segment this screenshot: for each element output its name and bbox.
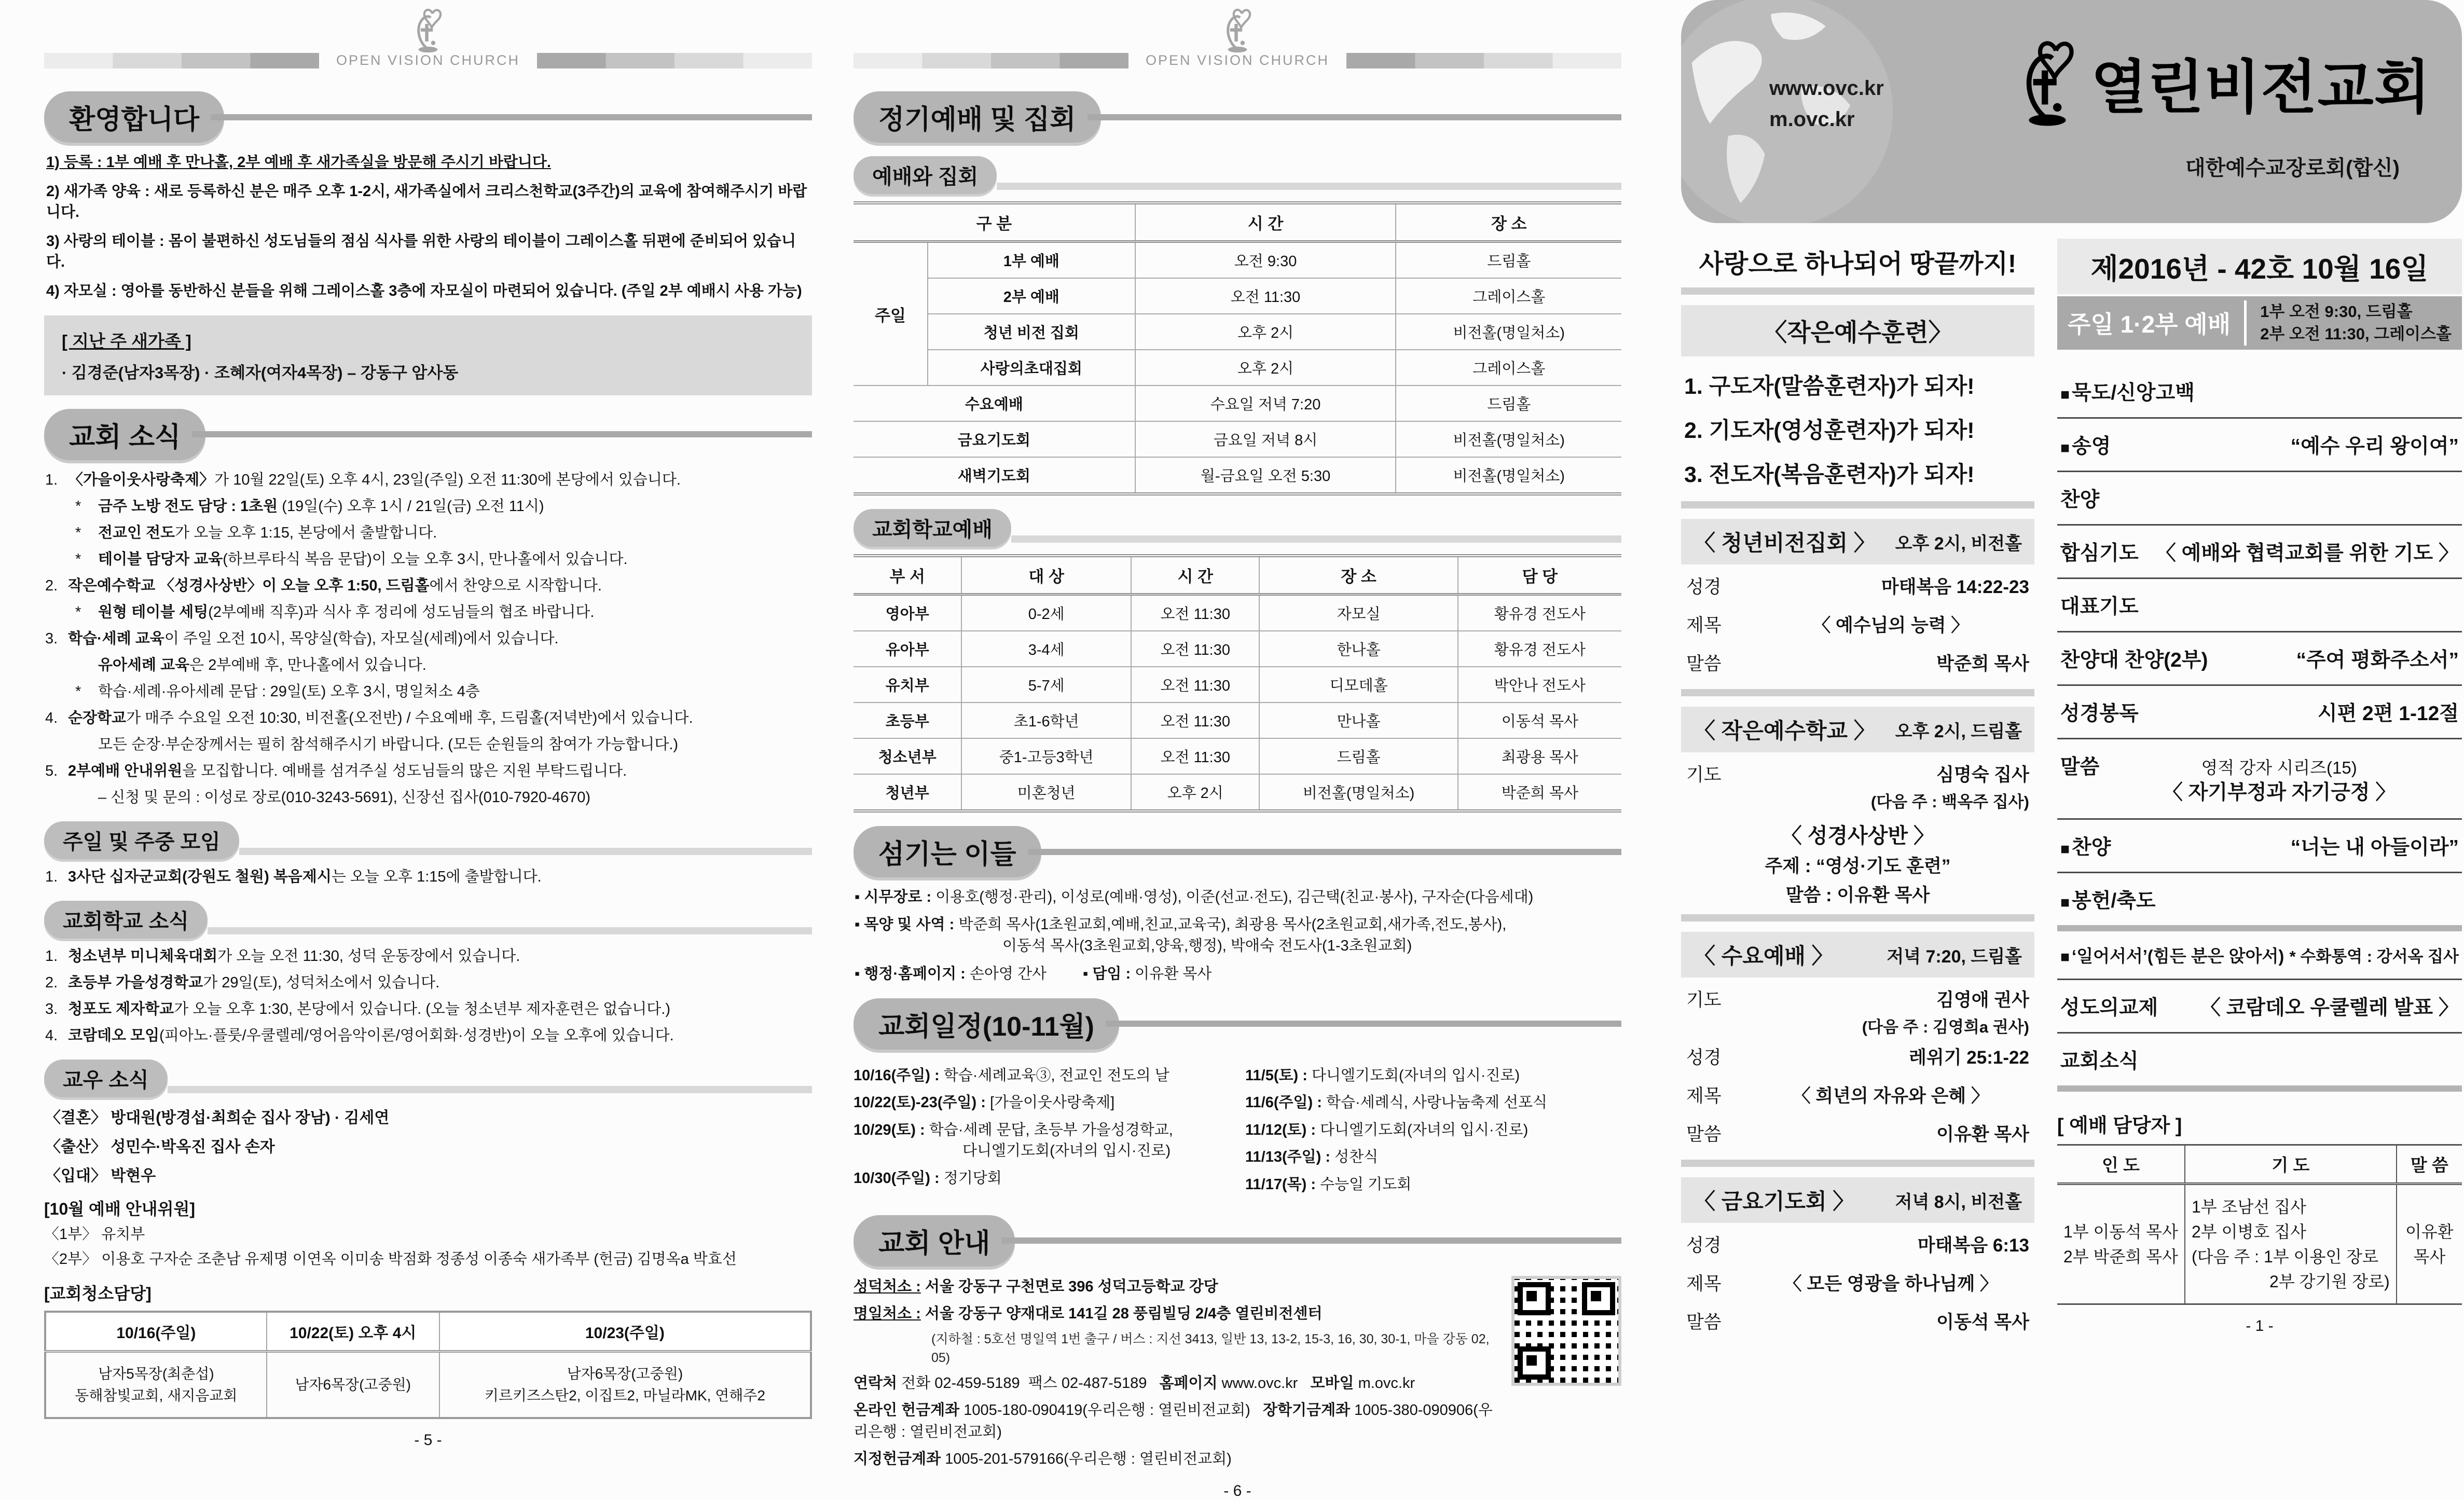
slogan: 사랑으로 하나되어 땅끝까지!	[1699, 250, 2017, 278]
news-line: 3. 학습·세례 교육이 주일 오전 10시, 목양실(학습), 자모실(세례)에서 있습니다.	[45, 630, 559, 647]
servant-line: ▪ 행정·홈페이지 : 손아영 간사 ▪ 담임 : 이유환 목사	[855, 965, 1212, 982]
cell: 비전홀(명일처소)	[1396, 457, 1621, 494]
bible-class-speaker: 말씀 : 이유환 목사	[1785, 885, 1930, 905]
square-bullet-icon: ▪	[1083, 965, 1089, 982]
square-bullet-icon: ▪	[855, 965, 860, 982]
cell: 남자5목장(최춘섭) 동해참빛교회, 새지음교회	[45, 1352, 267, 1419]
news-line: 4. 코람데오 모임(피아노·플룻/우쿨렐레/영어음악이론/영어회화·성경반)이 오늘 오후에 있습니다.	[45, 1027, 674, 1044]
order-row: ■ 송영 “예수 우리 왕이여”	[2057, 419, 2462, 472]
ushers-title: [10월 예배 안내위원]	[44, 1199, 196, 1218]
column-header: 부 서	[854, 556, 961, 595]
column-header: 기 도	[2185, 1145, 2397, 1184]
news-line: 2. 작은예수학교 〈성경사상반〉이 오늘 오후 1:50, 드림홀에서 찬양으로 시작합니다.	[45, 577, 602, 594]
cell: 오전 11:30	[1131, 667, 1259, 703]
cell: 오전 11:30	[1131, 631, 1259, 667]
order-row: 대표기도	[2057, 579, 2462, 632]
cell: 오전 11:30	[1135, 278, 1396, 314]
table-row	[854, 421, 1621, 457]
column-header: 10/16(주일)	[45, 1312, 267, 1352]
leaders-table	[2057, 1144, 2462, 1305]
masthead-bar-left	[44, 53, 319, 68]
table-row	[854, 242, 1621, 279]
page-1	[1681, 0, 2462, 1340]
school-prayer-next: (다음 주 : 백옥주 집사)	[1870, 793, 2029, 811]
info-accounts: 온라인 헌금계좌 1005-180-090419(우리은행 : 열린비전교회) 장학기금계좌 1005-380-090906(우리은행 : 열린비전교회)	[854, 1402, 1493, 1441]
masthead-bar-right	[1346, 53, 1621, 68]
info-contact: 연락처 전화 02-459-5189 팩스 02-487-5189 홈페이지 www.ovc.kr 모바일 m.ovc.kr	[854, 1375, 1415, 1392]
section-rule	[1011, 535, 1621, 543]
wednesday-prayer-next: (다음 주 : 김영희a 권사)	[1862, 1018, 2029, 1036]
section-weekday-header	[44, 821, 812, 859]
cell: 오후 2시	[1135, 350, 1396, 386]
school-worship-table	[854, 554, 1621, 813]
cell: 5-7세	[961, 667, 1131, 703]
cell: 이동석 목사	[1458, 703, 1621, 738]
section-title: 교회 안내	[854, 1215, 1015, 1267]
cell: 사랑의초대집회	[928, 350, 1135, 386]
column-header: 담 당	[1458, 556, 1621, 595]
youth-speaker: 말씀 박준희 목사	[1686, 654, 2029, 674]
front-masthead	[1681, 0, 2462, 223]
wednesday-prayer: 기도 김영애 권사	[1686, 990, 2029, 1010]
cell: 중1-고등3학년	[961, 738, 1131, 774]
news-line: 1. 청소년부 미니체육대회가 오늘 오전 11:30, 성덕 운동장에서 있습니다.	[45, 947, 520, 965]
section-member-news-header	[44, 1059, 812, 1097]
page-6	[854, 0, 1621, 1500]
worship-table	[854, 201, 1621, 496]
schedule-left	[854, 1059, 1230, 1202]
cell: 월-금요일 오전 5:30	[1135, 457, 1396, 494]
subsection-title: 예배와 집회	[854, 156, 997, 194]
welcome-item: 4) 자모실 : 영아를 동반하신 분들을 위해 그레이스홀 3층에 자모실이 마련되어 있습니다. (주일 2부 예배시 사용 가능)	[46, 282, 802, 299]
cell: 그레이스홀	[1396, 350, 1621, 386]
section-rule	[192, 431, 812, 437]
service-banner: 주일 1·2부 예배 1부 오전 9:30, 드림홀 2부 오전 11:30, 그레이스홀	[2057, 296, 2462, 350]
subsection-title: 교회학교예배	[854, 509, 1011, 547]
front-left-column	[1681, 239, 2034, 1340]
youth-topic: 제목 〈 예수님의 능력 〉	[1686, 615, 1970, 636]
section-title: 교회학교 소식	[44, 901, 208, 939]
cell: 3-4세	[961, 631, 1131, 667]
section-services-header	[854, 91, 1621, 143]
cell: 0-2세	[961, 595, 1131, 631]
leaders-title: [ 예배 담당자 ]	[2057, 1114, 2182, 1137]
section-title: 환영합니다	[44, 91, 224, 143]
column-header: 인 도	[2057, 1145, 2185, 1184]
qr-code	[1511, 1276, 1621, 1386]
cell: 오전 11:30	[1131, 738, 1259, 774]
table-row	[854, 631, 1621, 667]
friday-bible: 성경 마태복음 6:13	[1686, 1235, 2029, 1256]
section-rule	[208, 927, 812, 934]
friday-prayer-header: 〈 금요기도회 〉 저녁 8시, 비전홀	[1681, 1177, 2034, 1223]
cell: 드림홀	[1396, 242, 1621, 279]
column-header: 구 분	[854, 203, 1135, 242]
worship-order-list	[2057, 365, 2462, 1092]
order-row: 합심기도 〈 예배와 협력교회를 위한 기도 〉	[2057, 526, 2462, 579]
friday-speaker: 말씀 이동석 목사	[1686, 1312, 2029, 1332]
order-row: 성경봉독 시편 2편 1-12절	[2057, 686, 2462, 739]
cell: 유아부	[854, 631, 961, 667]
section-servants-header	[854, 826, 1621, 877]
cell: 초등부	[854, 703, 961, 738]
training-item: 2. 기도자(영성훈련자)가 되자!	[1684, 418, 1975, 443]
cleaning-title: [교회청소담당]	[44, 1284, 152, 1303]
news-line: – 신청 및 문의 : 이성로 장로(010-3243-5691), 신장선 집사(010-7920-4670)	[98, 789, 590, 806]
order-row: ■ 찬양 “너는 내 아들이라”	[2057, 820, 2462, 873]
cell: 오전 9:30	[1135, 242, 1396, 279]
welcome-item: 2) 새가족 양육 : 새로 등록하신 분은 매주 오후 1-2시, 새가족실에서 크리스천학교(3주간)의 교육에 참여해주시기 바랍니다.	[46, 183, 807, 221]
cell: 박안나 전도사	[1458, 667, 1621, 703]
table-row	[854, 595, 1621, 631]
cell: 금요일 저녁 8시	[1135, 421, 1396, 457]
divider	[1681, 1160, 2034, 1167]
wednesday-speaker: 말씀 이유환 목사	[1686, 1124, 2029, 1145]
church-name-en: OPEN VISION CHURCH	[1145, 52, 1330, 68]
order-row-sermon: 말씀 영적 강자 시리즈(15) 〈 자기부정과 자기긍정 〉	[2057, 739, 2462, 820]
table-header-row	[2057, 1145, 2462, 1184]
newcomers-title: [ 지난 주 새가족 ]	[62, 331, 191, 351]
cell: 오후 2시	[1131, 774, 1259, 811]
table-row	[854, 774, 1621, 811]
school-prayer: 기도 심명숙 집사	[1686, 765, 2029, 785]
masthead	[44, 0, 812, 78]
page-number: - 6 -	[1223, 1482, 1251, 1500]
divider	[1681, 501, 2034, 508]
square-bullet-icon: ■	[2060, 439, 2070, 457]
section-rule	[1028, 849, 1621, 855]
section-title: 정기예배 및 집회	[854, 91, 1101, 143]
training-item: 3. 전도자(복음훈련자)가 되자!	[1684, 462, 1975, 487]
section-news-header	[44, 409, 812, 460]
church-name: 열린비전교회	[2090, 54, 2431, 120]
column-header: 장 소	[1396, 203, 1621, 242]
square-bullet-icon: ▪	[855, 916, 860, 933]
news-line: * 학습·세례·유아세례 문답 : 29일(토) 오후 3시, 명일처소 4층	[75, 683, 480, 700]
servant-line: ▪ 시무장로 : 이용호(행정·관리), 이성로(예배·영성), 이준(선교·전도), 김근택(친교·봉사), 구자순(다음세대)	[855, 889, 1534, 905]
training-title: 〈작은예수훈련〉	[1681, 305, 2034, 356]
divider	[1681, 914, 2034, 921]
column-header: 시 간	[1135, 203, 1396, 242]
info-line: 성덕처소 : 서울 강동구 구천면로 396 성덕고등학교 강당	[854, 1278, 1218, 1295]
table-row	[854, 457, 1621, 494]
section-rule	[168, 1086, 812, 1093]
member-news-line: 〈출산〉 성민수·박옥진 집사 손자	[45, 1138, 275, 1155]
section-rule	[211, 114, 812, 120]
news-line: 5. 2부예배 안내위원을 모집합니다. 예배를 섬겨주실 성도님들의 많은 지원 부탁드립니다.	[45, 762, 627, 779]
page-number: - 1 -	[2246, 1317, 2274, 1334]
cell: 디모데홀	[1259, 667, 1457, 703]
table-row	[854, 667, 1621, 703]
masthead	[854, 0, 1621, 78]
church-logo-icon	[1218, 6, 1257, 54]
table-row	[45, 1352, 811, 1419]
welcome-item: 1) 등록 : 1부 예배 후 만나홀, 2부 예배 후 새가족실을 방문해 주시기 바랍니다.	[46, 154, 551, 171]
info-transit: (지하철 : 5호선 명일역 1번 출구 / 버스 : 지선 3413, 일반 13, 13-2, 15-3, 16, 30, 30-1, 마을 강동 02, 05)	[931, 1331, 1490, 1365]
cell: 황유경 전도사	[1458, 631, 1621, 667]
section-info-header	[854, 1215, 1621, 1267]
cell: 수요일 저녁 7:20	[1135, 386, 1396, 421]
order-row: ■ 봉헌/축도	[2060, 889, 2156, 912]
cell: 비전홀(명일처소)	[1396, 314, 1621, 350]
order-row: 성도의교제 〈 코람데오 우쿨렐레 발표 〉	[2057, 980, 2462, 1034]
schedule-item: 10/30(주일) : 정기당회	[854, 1170, 1002, 1187]
schedule-columns	[854, 1059, 1621, 1202]
masthead-bar-left	[854, 53, 1128, 68]
cell: 오후 2시	[1135, 314, 1396, 350]
schedule-item: 11/6(주일) : 학습·세례식, 사랑나눔축제 선포식	[1245, 1094, 1547, 1111]
cell: 자모실	[1259, 595, 1457, 631]
issue-banner: 제2016년 - 42호 10월 16일	[2057, 239, 2462, 294]
section-schedule-header	[854, 998, 1621, 1050]
newcomers-line: · 김경준(남자3목장) · 조혜자(여자4목장) – 강동구 암사동	[62, 363, 459, 382]
page-5	[44, 0, 812, 1449]
news-line: 1. 〈가을이웃사랑축제〉가 10월 22일(토) 오후 4시, 23일(주일) 오전 11:30에 본당에서 있습니다.	[45, 471, 681, 488]
schedule-right	[1245, 1059, 1621, 1202]
schedule-item: 11/13(주일) : 성찬식	[1245, 1149, 1379, 1166]
cell: 드림홀	[1259, 738, 1457, 774]
cell: 오전 11:30	[1131, 595, 1259, 631]
church-urls: www.ovc.kr m.ovc.kr	[1769, 77, 1884, 131]
news-line: 유아세례 교육은 2부예배 후, 만나홀에서 있습니다.	[98, 656, 426, 673]
church-name-en: OPEN VISION CHURCH	[336, 52, 520, 68]
section-school-news-header	[44, 901, 812, 939]
schedule-item: 11/5(토) : 다니엘기도회(자녀의 입시·진로)	[1245, 1067, 1520, 1084]
member-news-line: 〈입대〉 박현우	[45, 1167, 156, 1185]
section-rule	[997, 183, 1621, 190]
section-title: 주일 및 주중 모임	[44, 821, 239, 859]
cell: 금요기도회	[854, 421, 1135, 457]
cell: 비전홀(명일처소)	[1396, 421, 1621, 457]
cell: 한나홀	[1259, 631, 1457, 667]
section-rule	[1001, 1237, 1621, 1244]
youth-meeting-header: 〈 청년비전집회 〉 오후 2시, 비전홀	[1681, 519, 2034, 565]
square-bullet-icon: ■	[2060, 840, 2070, 858]
cell: 남자6목장(고중원) 키르키즈스탄2, 이집트2, 마닐라MK, 연해주2	[439, 1352, 811, 1419]
table-row	[854, 314, 1621, 350]
table-row	[854, 386, 1621, 421]
cleaning-table	[44, 1311, 812, 1419]
section-title: 교회 소식	[44, 409, 205, 460]
group-label: 주일	[854, 242, 928, 386]
column-header: 말 씀	[2397, 1145, 2462, 1184]
section-title: 교회일정(10-11월)	[854, 998, 1119, 1050]
square-bullet-icon: ▪	[855, 889, 860, 905]
cell: 영아부	[854, 595, 961, 631]
divider	[2057, 925, 2462, 931]
news-line: 모든 순장·부순장께서는 필히 참석해주시기 바랍니다. (모든 순원들의 참여가 가능합니다.)	[98, 736, 679, 753]
cell: 오전 11:30	[1131, 703, 1259, 738]
schedule-item: 10/29(토) : 학습·세례 문답, 초등부 가을성경학교, 다니엘기도회(자녀의 입시·진로)	[854, 1121, 1173, 1160]
column-header: 장 소	[1259, 556, 1457, 595]
table-header-row	[854, 556, 1621, 595]
divider	[1681, 287, 2034, 295]
order-row: 찬양	[2057, 472, 2462, 526]
cell: 수요예배	[854, 386, 1135, 421]
news-line: * 원형 테이블 세팅(2부예배 직후)과 식사 후 정리에 성도님들의 협조 바랍니다.	[75, 603, 595, 621]
masthead-bar-right	[537, 53, 812, 68]
table-header-row	[45, 1312, 811, 1352]
order-row: ■ ‘일어서서’(힘든 분은 앉아서) * 수화통역 : 강서옥 집사	[2057, 931, 2462, 980]
section-rule	[1106, 1021, 1621, 1027]
cell: 드림홀	[1396, 386, 1621, 421]
schedule-item: 10/16(주일) : 학습·세례교육③, 전교인 전도의 날	[854, 1067, 1169, 1084]
cell: 1부 이동석 목사 2부 박준희 목사	[2063, 1222, 2178, 1266]
cell: 만나홀	[1259, 703, 1457, 738]
cell: 1부 예배	[928, 242, 1135, 279]
cell: 미혼청년	[961, 774, 1131, 811]
news-line: 3. 청포도 제자학교가 오늘 오후 1:30, 본당에서 있습니다. (오늘 청소년부 제자훈련은 없습니다.)	[45, 1000, 670, 1017]
cell: 이유환 목사	[2397, 1184, 2462, 1304]
cell: 유치부	[854, 667, 961, 703]
table-row	[854, 278, 1621, 314]
cell: 청년부	[854, 774, 961, 811]
section-title: 섬기는 이들	[854, 826, 1041, 877]
wednesday-bible: 성경 레위기 25:1-22	[1686, 1048, 2029, 1068]
church-brand	[2011, 36, 2431, 129]
cell: 황유경 전도사	[1458, 595, 1621, 631]
cell: 남자6목장(고중원)	[267, 1352, 439, 1419]
news-line: 2. 초등부 가을성경학교가 29일(토), 성덕처소에서 있습니다.	[45, 974, 440, 991]
subsection-school-worship-header	[854, 509, 1621, 547]
section-title: 교우 소식	[44, 1059, 168, 1097]
cell: 초1-6학년	[961, 703, 1131, 738]
news-line: * 금주 노방 전도 담당 : 1초원 (19일(수) 오후 1시 / 21일(금) 오전 11시)	[75, 498, 544, 515]
table-row	[2057, 1184, 2462, 1304]
square-bullet-icon: ■	[2060, 386, 2070, 403]
news-line: * 전교인 전도가 오늘 오후 1:15, 본당에서 출발합니다.	[75, 524, 437, 541]
schedule-item: 11/17(목) : 수능일 기도회	[1245, 1176, 1412, 1193]
bible-class-theme: 주제 : “영성·기도 훈련”	[1765, 856, 1951, 876]
member-news-line: 〈결혼〉 방대원(방경섭·최희순 집사 장남) · 김세연	[45, 1109, 390, 1126]
section-welcome-header	[44, 91, 812, 143]
divider	[1681, 689, 2034, 696]
column-header: 10/23(주일)	[439, 1312, 811, 1352]
page-number: - 5 -	[414, 1432, 442, 1449]
cell: 비전홀(명일처소)	[1259, 774, 1457, 811]
column-header: 대 상	[961, 556, 1131, 595]
cell: 1부 조남선 집사 2부 이병호 집사 (다음 주 : 1부 이용인 장로 2부 강기원 장로)	[2185, 1184, 2397, 1304]
news-line: * 테이블 담당자 교육(하브루타식 복음 문답)이 오늘 오후 3시, 만나홀에서 있습니다.	[75, 551, 628, 568]
cell: 그레이스홀	[1396, 278, 1621, 314]
ushers-line: 〈1부〉 유치부	[44, 1226, 145, 1243]
square-bullet-icon: ■	[2060, 948, 2070, 966]
friday-topic: 제목 〈 모든 영광을 하나님께 〉	[1686, 1274, 1998, 1294]
info-account-designated: 지정헌금계좌 1005-201-579166(우리은행 : 열린비전교회)	[854, 1451, 1232, 1468]
servant-line: ▪ 목양 및 사역 : 박준희 목사(1초원교회,예배,친교,교육국), 최광용 목사(2초원교회,새가족,전도,봉사), 이동석 목사(3초원교회,양육,행정), 박애숙 전도사(1-3초원교회)	[855, 916, 1507, 955]
church-logo-icon	[2011, 36, 2084, 129]
subsection-worship-header	[854, 156, 1621, 194]
order-row: 교회소식	[2060, 1050, 2139, 1072]
bible-class-title: 〈 성경사상반 〉	[1781, 824, 1935, 847]
column-header: 시 간	[1131, 556, 1259, 595]
cell: 청소년부	[854, 738, 961, 774]
info-line: 명일처소 : 서울 강동구 양재대로 141길 28 풍림빌딩 2/4층 열린비전센터	[854, 1305, 1323, 1322]
table-row	[854, 350, 1621, 386]
cell: 2부 예배	[928, 278, 1135, 314]
table-header-row	[854, 203, 1621, 242]
wednesday-worship-header: 〈 수요예배 〉 저녁 7:20, 드림홀	[1681, 932, 2034, 978]
news-line: 4. 순장학교가 매주 수요일 오전 10:30, 비전홀(오전반) / 수요예배 후, 드림홀(저녁반)에서 있습니다.	[45, 709, 693, 726]
divider	[2057, 1085, 2462, 1092]
ushers-line: 〈2부〉 이용호 구자순 조춘남 유제명 이연옥 이미송 박점화 정종성 이종숙 새가족부 (헌금) 김명옥a 박효선	[44, 1251, 737, 1268]
section-rule	[1088, 114, 1621, 120]
news-line: 1. 3사단 십자군교회(강원도 철원) 복음제시는 오늘 오후 1:15에 출발합니다.	[45, 868, 542, 885]
schedule-item: 10/22(토)-23(주일) : [가을이웃사랑축제]	[854, 1094, 1115, 1111]
worship-order-column	[2057, 239, 2462, 1340]
column-header: 10/22(토) 오후 4시	[267, 1312, 439, 1352]
order-row: 찬양대 찬양(2부) “주여 평화주소서”	[2057, 632, 2462, 686]
cell: 박준희 목사	[1458, 774, 1621, 811]
church-info	[854, 1276, 1621, 1470]
wednesday-topic: 제목 〈 희년의 자유와 은혜 〉	[1686, 1086, 1989, 1106]
church-logo-icon	[409, 6, 447, 54]
training-item: 1. 구도자(말씀훈련자)가 되자!	[1684, 374, 1975, 399]
cell: 청년 비전 집회	[928, 314, 1135, 350]
schedule-item: 11/12(토) : 다니엘기도회(자녀의 입시·진로)	[1245, 1121, 1529, 1138]
cell: 최광용 목사	[1458, 738, 1621, 774]
table-row	[854, 703, 1621, 738]
square-bullet-icon: ■	[2060, 893, 2070, 911]
small-jesus-school-header: 〈 작은예수학교 〉 오후 2시, 드림홀	[1681, 707, 2034, 752]
order-row: ■ 묵도/신앙고백	[2057, 365, 2462, 419]
welcome-item: 3) 사랑의 테이블 : 몸이 불편하신 성도님들의 점심 식사를 위한 사랑의 테이블이 그레이스홀 뒤편에 준비되어 있습니다.	[46, 232, 796, 271]
table-row	[854, 738, 1621, 774]
newcomers-box	[44, 315, 812, 395]
section-rule	[239, 848, 812, 855]
youth-bible: 성경 마태복음 14:22-23	[1686, 577, 2029, 597]
cell: 새벽기도회	[854, 457, 1135, 494]
denomination: 대한예수교장로회(합신)	[2185, 157, 2400, 180]
